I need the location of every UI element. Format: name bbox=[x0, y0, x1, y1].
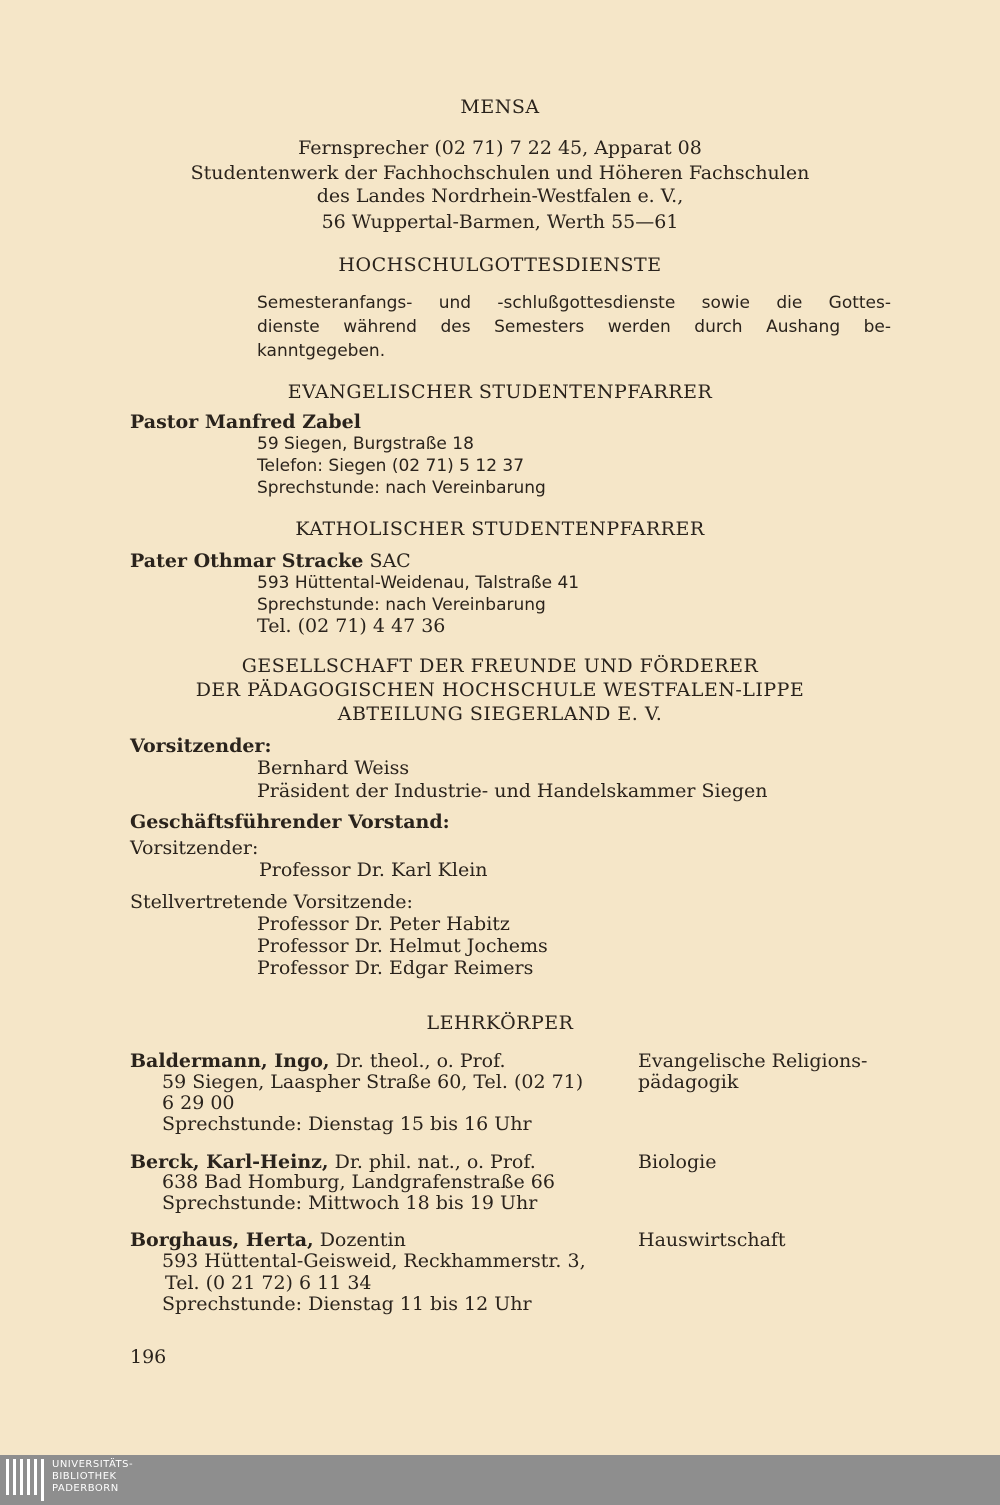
faculty-title: Dr. phil. nat., o. Prof. bbox=[328, 1151, 536, 1173]
faculty-entry-name-line bbox=[130, 1229, 406, 1251]
faculty-subject: Biologie bbox=[638, 1151, 717, 1173]
faculty-name: Berck, Karl-Heinz, bbox=[130, 1151, 329, 1173]
library-footer bbox=[0, 1455, 1000, 1505]
evangelisch-name: Pastor Manfred Zabel bbox=[130, 411, 361, 433]
faculty-entry-name-line bbox=[130, 1151, 536, 1173]
vorstand-vorsitz-name: Professor Dr. Karl Klein bbox=[259, 859, 488, 881]
katholisch-heading: KATHOLISCHER STUDENTENPFARRER bbox=[295, 518, 705, 540]
katholisch-name-suffix: SAC bbox=[363, 550, 411, 572]
gottesdienste-heading: HOCHSCHULGOTTESDIENSTE bbox=[338, 254, 662, 276]
faculty-office-hours: Sprechstunde: Mittwoch 18 bis 19 Uhr bbox=[162, 1192, 538, 1214]
gottesdienste-text: kanntgegeben. bbox=[257, 341, 386, 361]
evangelisch-office-hours: Sprechstunde: nach Vereinbarung bbox=[257, 478, 546, 498]
katholisch-name: Pater Othmar Stracke bbox=[130, 550, 364, 572]
faculty-title: Dr. theol., o. Prof. bbox=[329, 1050, 506, 1072]
faculty-phone: 6 29 00 bbox=[162, 1092, 235, 1114]
katholisch-office-hours: Sprechstunde: nach Vereinbarung bbox=[257, 595, 546, 615]
evangelisch-phone: Telefon: Siegen (02 71) 5 12 37 bbox=[257, 456, 525, 476]
faculty-title: Dozentin bbox=[313, 1229, 406, 1251]
library-logo-icon bbox=[6, 1459, 48, 1501]
mensa-line: Fernsprecher (02 71) 7 22 45, Apparat 08 bbox=[298, 137, 702, 159]
evangelisch-heading: EVANGELISCHER STUDENTENPFARRER bbox=[287, 381, 713, 403]
faculty-entry-name-line bbox=[130, 1050, 506, 1072]
katholisch-address: 593 Hüttental-Weidenau, Talstraße 41 bbox=[257, 573, 580, 593]
katholisch-name-line bbox=[130, 550, 411, 572]
katholisch-phone: Tel. (02 71) 4 47 36 bbox=[257, 615, 446, 637]
page-number: 196 bbox=[130, 1346, 167, 1368]
faculty-phone: Tel. (0 21 72) 6 11 34 bbox=[165, 1272, 372, 1294]
gottesdienste-text: Semesteranfangs- und -schlußgottesdienste sowie die Gottes- bbox=[257, 293, 891, 313]
stellv-name: Professor Dr. Helmut Jochems bbox=[257, 935, 548, 957]
evangelisch-address: 59 Siegen, Burgstraße 18 bbox=[257, 434, 474, 454]
stellv-label: Stellvertretende Vorsitzende: bbox=[130, 891, 413, 913]
faculty-office-hours: Sprechstunde: Dienstag 15 bis 16 Uhr bbox=[162, 1113, 532, 1135]
faculty-address: 59 Siegen, Laaspher Straße 60, Tel. (02 71) bbox=[162, 1071, 584, 1093]
vorstand-vorsitz-label: Vorsitzender: bbox=[130, 837, 259, 859]
vorsitzender-label: Vorsitzender: bbox=[130, 735, 272, 757]
gesellschaft-heading: GESELLSCHAFT DER FREUNDE UND FÖRDERER bbox=[241, 655, 759, 677]
logo-line: PADERBORN bbox=[52, 1483, 119, 1494]
mensa-line: 56 Wuppertal-Barmen, Werth 55—61 bbox=[321, 211, 679, 233]
faculty-name: Baldermann, Ingo, bbox=[130, 1050, 330, 1072]
vorstand-label: Geschäftsführender Vorstand: bbox=[130, 811, 450, 833]
faculty-subject: Evangelische Religions- bbox=[638, 1050, 868, 1072]
gesellschaft-heading: ABTEILUNG SIEGERLAND E. V. bbox=[337, 703, 663, 725]
stellv-name: Professor Dr. Peter Habitz bbox=[257, 913, 510, 935]
lehrkoerper-heading: LEHRKÖRPER bbox=[426, 1012, 574, 1034]
faculty-office-hours: Sprechstunde: Dienstag 11 bis 12 Uhr bbox=[162, 1293, 532, 1315]
vorsitzender-name: Bernhard Weiss bbox=[257, 757, 410, 779]
faculty-name: Borghaus, Herta, bbox=[130, 1229, 314, 1251]
faculty-subject: pädagogik bbox=[638, 1071, 739, 1093]
mensa-line: des Landes Nordrhein-Westfalen e. V., bbox=[316, 185, 684, 207]
gottesdienste-text: dienste während des Semesters werden durch Aushang be- bbox=[257, 317, 891, 337]
vorsitzender-role: Präsident der Industrie- und Handelskammer Siegen bbox=[257, 780, 768, 802]
faculty-address: 638 Bad Homburg, Landgrafenstraße 66 bbox=[162, 1171, 555, 1193]
mensa-line: Studentenwerk der Fachhochschulen und Höheren Fachschulen bbox=[190, 162, 810, 184]
mensa-heading: MENSA bbox=[460, 96, 540, 118]
faculty-address: 593 Hüttental-Geisweid, Reckhammerstr. 3, bbox=[162, 1250, 586, 1272]
gesellschaft-heading: DER PÄDAGOGISCHEN HOCHSCHULE WESTFALEN-LIPPE bbox=[195, 679, 805, 701]
logo-line: UNIVERSITÄTS- bbox=[52, 1459, 134, 1470]
faculty-subject: Hauswirtschaft bbox=[638, 1229, 786, 1251]
stellv-name: Professor Dr. Edgar Reimers bbox=[257, 957, 534, 979]
logo-line: BIBLIOTHEK bbox=[52, 1471, 117, 1482]
library-logo-text bbox=[52, 1459, 172, 1495]
